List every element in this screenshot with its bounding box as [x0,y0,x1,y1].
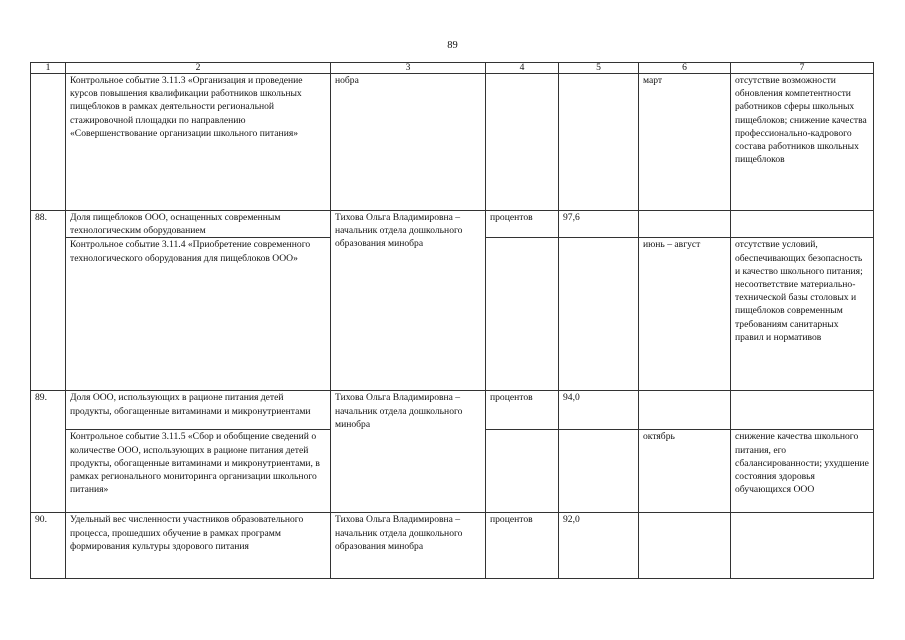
header-cell: 2 [66,63,331,74]
header-cell: 6 [639,63,731,74]
description-cell: Доля ООО, использующих в рационе питания детей продукты, обогащенные витаминами и микронутриентами [66,391,331,430]
term-cell [639,513,731,579]
header-cell: 3 [331,63,486,74]
header-cell: 1 [31,63,66,74]
unit-cell [486,238,559,391]
header-row [31,63,874,74]
responsible-cell: Тихова Ольга Владимировна – начальник отдела дошкольного образования минобра [331,211,486,391]
description-cell: Контрольное событие 3.11.4 «Приобретение современного технологического оборудования для пищеблоков ООО» [66,238,331,391]
row-number-cell [31,74,66,211]
term-cell: март [639,74,731,211]
header-cell: 4 [486,63,559,74]
responsible-cell: Тихова Ольга Владимировна – начальник отдела дошкольного минобра [331,391,486,513]
description-cell: Доля пищеблоков ООО, оснащенных современным технологическим оборудованием [66,211,331,238]
risk-cell: снижение качества школьного питания, его сбалансированности; ухудшение состояния здоровья обучающихся ООО [731,430,874,513]
row-number-cell: 89. [31,391,66,513]
description-cell: Контрольное событие 3.11.3 «Организация и проведение курсов повышения квалификации работников школьных пищеблоков в рамках деятельности региональной стажировочной площадки по направлению «Совершенствование организации школьного питания» [66,74,331,211]
table-row [31,74,874,211]
unit-cell [486,430,559,513]
table-row [31,391,874,430]
risk-cell [731,513,874,579]
value-cell: 97,6 [559,211,639,238]
plan-table [30,62,874,579]
header-cell: 7 [731,63,874,74]
unit-cell: процентов [486,211,559,238]
risk-cell [731,391,874,430]
unit-cell: процентов [486,391,559,430]
value-cell: 94,0 [559,391,639,430]
header-cell: 5 [559,63,639,74]
description-cell: Контрольное событие 3.11.5 «Сбор и обобщение сведений о количестве ООО, использующих в рационе питания детей продукты, обогащенные витаминами и микронутриентами, в рамках регионального мониторинга организации школьного питания» [66,430,331,513]
responsible-cell: нобра [331,74,486,211]
responsible-cell: Тихова Ольга Владимировна – начальник отдела дошкольного образования минобра [331,513,486,579]
unit-cell: процентов [486,513,559,579]
table-row [31,211,874,238]
page-number: 89 [447,40,458,51]
value-cell [559,430,639,513]
term-cell: октябрь [639,430,731,513]
term-cell [639,211,731,238]
row-number-cell: 88. [31,211,66,391]
row-number-cell: 90. [31,513,66,579]
table-row [31,513,874,579]
risk-cell: отсутствие возможности обновления компетентности работников сферы школьных пищеблоков; снижение качества профессионально-кадрового состава работников школьных пищеблоков [731,74,874,211]
description-cell: Удельный вес численности участников образовательного процесса, прошедших обучение в рамках программ формирования культуры здорового питания [66,513,331,579]
value-cell [559,74,639,211]
unit-cell [486,74,559,211]
term-cell: июнь – август [639,238,731,391]
risk-cell [731,211,874,238]
term-cell [639,391,731,430]
risk-cell: отсутствие условий, обеспечивающих безопасность и качество школьного питания; несоответствие материально-технической базы столовых и пищеблоков современным требованиям санитарных правил и нормативов [731,238,874,391]
value-cell: 92,0 [559,513,639,579]
value-cell [559,238,639,391]
